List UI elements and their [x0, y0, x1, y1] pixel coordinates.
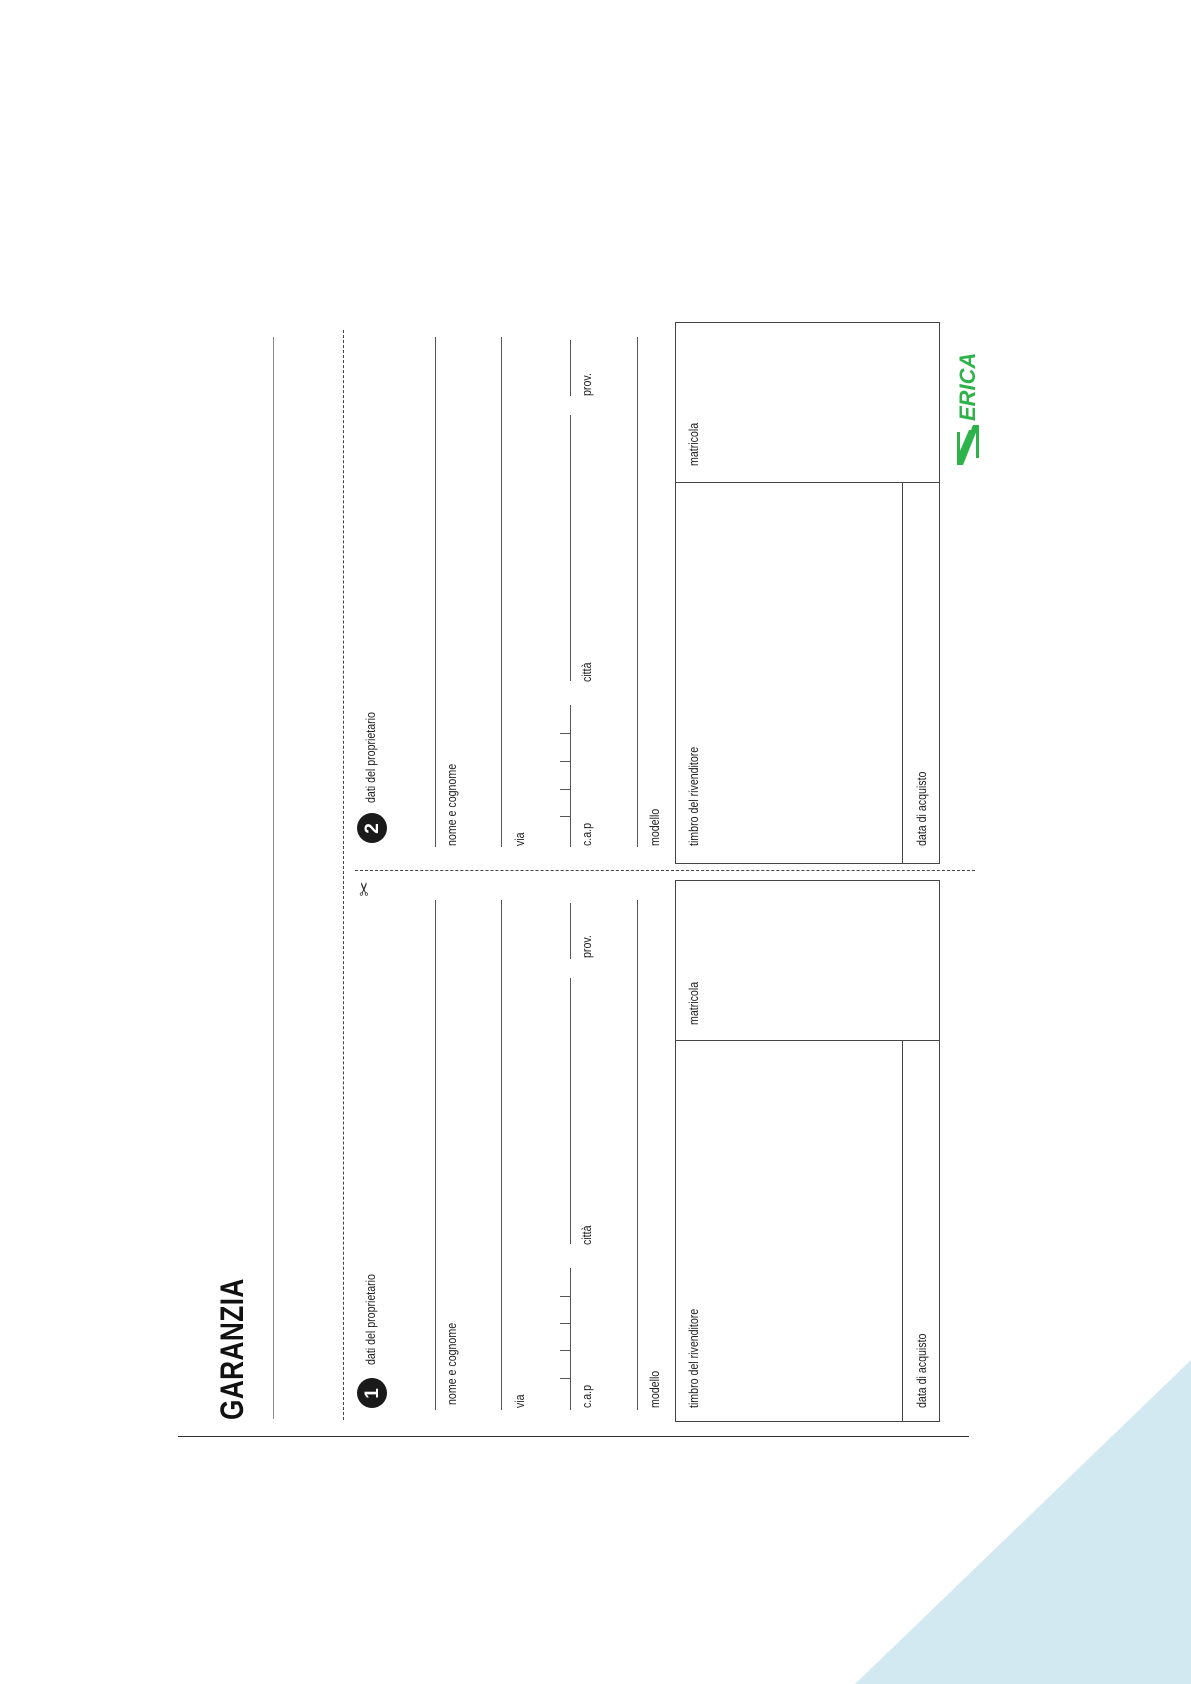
province-line[interactable]: [570, 340, 571, 396]
zip-tick: [560, 789, 570, 790]
zip-tick: [560, 1350, 570, 1351]
zip-line[interactable]: [570, 705, 571, 847]
serial-box[interactable]: [675, 322, 940, 483]
model-label: modello: [648, 808, 662, 846]
zip-label: c.a.p: [580, 1384, 594, 1408]
cut-line-dashed: [355, 870, 975, 871]
street-label: via: [513, 832, 527, 846]
coupon-number-badge: 1: [357, 1378, 387, 1408]
purchase-date-label: data di acquisto: [915, 771, 929, 846]
page-title: GARANZIA: [214, 1278, 250, 1420]
zip-label: c.a.p: [580, 822, 594, 846]
province-line[interactable]: [570, 903, 571, 959]
owner-data-heading: dati del proprietario: [364, 712, 378, 803]
name-label: nome e cognome: [445, 1322, 459, 1405]
zip-tick: [560, 1296, 570, 1297]
name-label: nome e cognome: [445, 763, 459, 846]
bottom-rule: [178, 1436, 969, 1437]
purchase-date-label: data di acquisto: [915, 1333, 929, 1408]
serial-label: matricola: [687, 981, 701, 1025]
street-line[interactable]: [501, 337, 502, 847]
name-line[interactable]: [435, 900, 436, 1410]
model-label: modello: [648, 1370, 662, 1408]
dealer-stamp-label: timbro del rivenditore: [687, 746, 701, 846]
province-label: prov.: [580, 935, 594, 958]
zip-tick: [560, 733, 570, 734]
zip-tick: [560, 1323, 570, 1324]
dealer-stamp-box[interactable]: [675, 482, 940, 864]
city-line[interactable]: [570, 978, 571, 1244]
brand-logo: [955, 335, 981, 470]
zip-line[interactable]: [570, 1268, 571, 1410]
fold-line-dashed: [343, 330, 344, 1420]
zip-tick: [560, 816, 570, 817]
coupon-number-badge: 2: [357, 813, 387, 843]
erica-logo-icon: [955, 335, 981, 465]
model-line[interactable]: [637, 900, 638, 1410]
serial-label: matricola: [687, 422, 701, 466]
street-line[interactable]: [501, 900, 502, 1410]
serial-box[interactable]: [675, 880, 940, 1041]
city-line[interactable]: [570, 415, 571, 681]
owner-data-heading: dati del proprietario: [364, 1274, 378, 1365]
zip-tick: [560, 761, 570, 762]
purchase-date-divider: [902, 1040, 903, 1422]
dealer-stamp-box[interactable]: [675, 1040, 940, 1422]
purchase-date-divider: [902, 482, 903, 864]
zip-tick: [560, 1378, 570, 1379]
dealer-stamp-label: timbro del rivenditore: [687, 1308, 701, 1408]
svg-text:ERICA: ERICA: [955, 352, 980, 421]
model-line[interactable]: [637, 337, 638, 847]
city-label: città: [580, 1225, 594, 1245]
province-label: prov.: [580, 373, 594, 396]
name-line[interactable]: [435, 337, 436, 847]
header-divider: [273, 337, 274, 1419]
street-label: via: [513, 1394, 527, 1408]
scissors-icon: ✂: [354, 881, 376, 897]
city-label: città: [580, 662, 594, 682]
